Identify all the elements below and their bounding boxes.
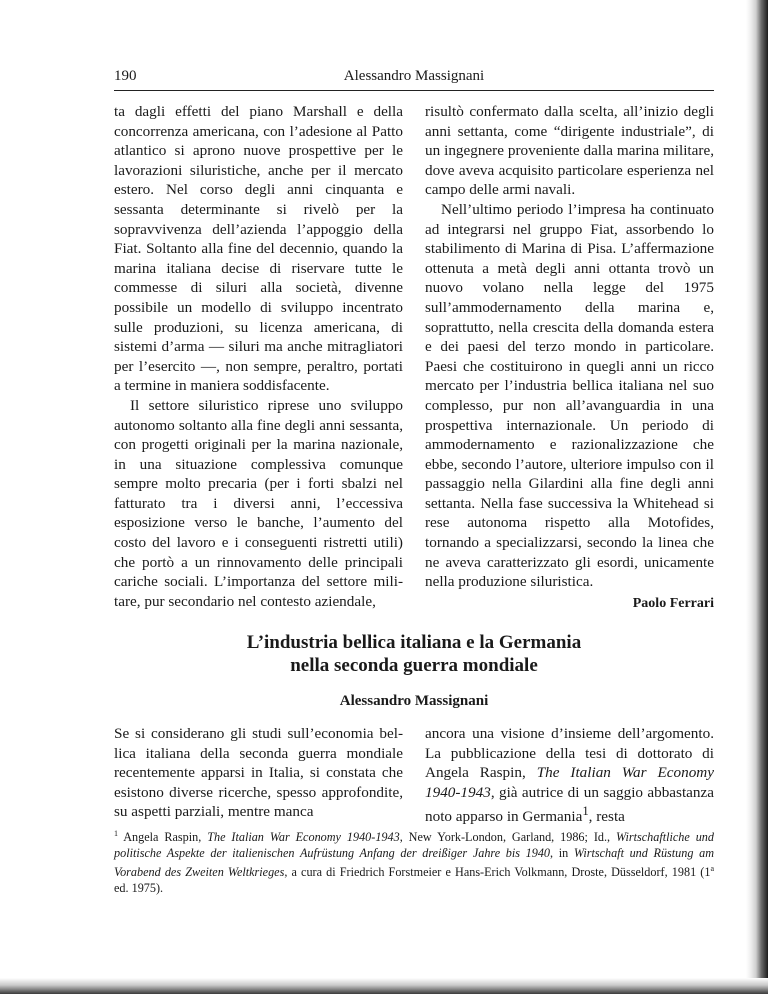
text-segment: ed. 1975). xyxy=(114,881,164,896)
review-signature: Paolo Ferrari xyxy=(632,595,714,611)
page-header xyxy=(114,68,714,91)
text-segment: ancora una visione d’insieme dell’argomento. La pubblicazione della tesi di dottorato di Angela Raspin, xyxy=(425,725,714,782)
book-title: The Italian War Economy 1940-1943 xyxy=(207,830,400,845)
paragraph xyxy=(425,724,714,827)
article-title-line: nella seconda guerra mondiale xyxy=(290,655,538,676)
volume-title: Wirtschaft und Rüstung am Vorabend des Zweiten Weltkrieges xyxy=(114,846,715,880)
text-segment: , New York-London, Garland, 1986; Id., xyxy=(399,830,616,845)
text-segment: , resta xyxy=(588,808,625,826)
text-segment: , in xyxy=(550,846,574,861)
page-number: 190 xyxy=(114,68,137,84)
paragraph: Nell’ultimo periodo l’impresa ha continuato ad integrarsi nel gruppo Fiat, assorbendo lo stabilimento di Marina di Pisa. L’affermazione ottenuta a metà degli anni ottanta trovò un nuovo volano nella legge del 1975 sull’ammodernamento della marina e, soprattutto, nella crescita della domanda estera e dei paesi del terzo mondo in particolare. Paesi che costituirono in quegli anni un ricco mercato per l’industria bellica italiana nel suo complesso, pur non all’avanguardia in una prospettiva internazionale. Un periodo di ammodernamento e razionalizzazione che ebbe, secondo l’autore, ulteriore impulso con il passaggio nella Gilardini alla fine degli anni settanta. Nella fase successiva la Whitehead si rese autonoma rispetto alla Motofides, tornando a specializzarsi, secondo la linea che ne aveva caratterizzato gli esordi, unicamente nella produzione siluristica. xyxy=(425,200,714,591)
article-left-column xyxy=(114,724,403,822)
article-author: Alessandro Massignani xyxy=(339,693,489,709)
paragraph: ta dagli effetti del piano Marshall e della concorrenza americana, con l’adesione al Patto atlantico si aprono nuove prospettive per le lavorazioni siluristiche, anche per il mercato estero. Nel corso degli anni cinquanta e sessanta determinante si rivelò per la sopravvivenza dell’azienda l’appoggio della Fiat. Soltanto alla fine del decennio, quando la marina italiana decise di riservare tutte le commesse di siluri alla società, divenne possibile un modello di sviluppo incentrato sulle produzioni, su licenza americana, di sistemi d’arma — siluri ma anche mitragliatori per l’esercito —, non sempre, peraltro, portati a termine in maniera soddisfacente. xyxy=(114,103,403,395)
footnote-number: 1 xyxy=(114,829,118,838)
paragraph: Se si considerano gli studi sull’economia bellica italiana della seconda guerra mondiale recentemente apparsi in Italia, si constata che esistono diverse ricerche, spesso approfondite, su aspetti parziali, mentre manca xyxy=(114,725,403,821)
footnote-reference: 1 xyxy=(582,804,589,819)
running-head: Alessandro Massignani xyxy=(343,68,485,84)
scan-edge-bottom xyxy=(0,978,768,994)
article-right-column xyxy=(425,724,714,827)
footnote xyxy=(114,826,714,896)
scan-edge-right xyxy=(746,0,768,994)
edition-superscript: a xyxy=(710,864,714,874)
previous-article-right-column xyxy=(425,102,714,613)
book-title: The Italian War Economy 1940-1943 xyxy=(425,764,714,801)
article-title-reference: Wirtschaftliche und politische Aspekte der italienischen Aufrüstung Anfang der dreißiger Jahre bis 1940 xyxy=(114,830,714,861)
article-title xyxy=(114,631,714,677)
article-title-line: L’industria bellica italiana e la Germania xyxy=(246,632,582,653)
paragraph: Il settore siluristico riprese uno sviluppo autonomo soltanto alla fine degli anni sessanta, con progetti originali per la marina nazionale, in una situazione complessiva comunque sempre molto precaria (per i forti sbalzi nel fatturato tra i diversi anni, l’eccessiva esposizione verso le banche, l’aumento del costo del lavoro e i conseguenti ristretti utili) che portò a un rinnovamento delle principali cariche sociali. L’importanza del settore militare, pur secondario nel contesto aziendale, xyxy=(114,396,403,610)
text-segment: , già autrice di un saggio abbastanza noto apparso in Germania xyxy=(425,783,714,826)
text-segment: Angela Raspin, xyxy=(118,830,208,845)
paragraph: risultò confermato dalla scelta, all’inizio degli anni settanta, come “dirigente industriale”, di un ingegnere proveniente dalla marina militare, dove aveva acquisito particolare esperienza nel campo delle armi navali. xyxy=(425,103,714,199)
text-segment: , a cura di Friedrich Forstmeier e Hans-Erich Volkmann, Droste, Düsseldorf, 1981 (1 xyxy=(284,865,711,880)
previous-article-left-column xyxy=(114,102,403,611)
